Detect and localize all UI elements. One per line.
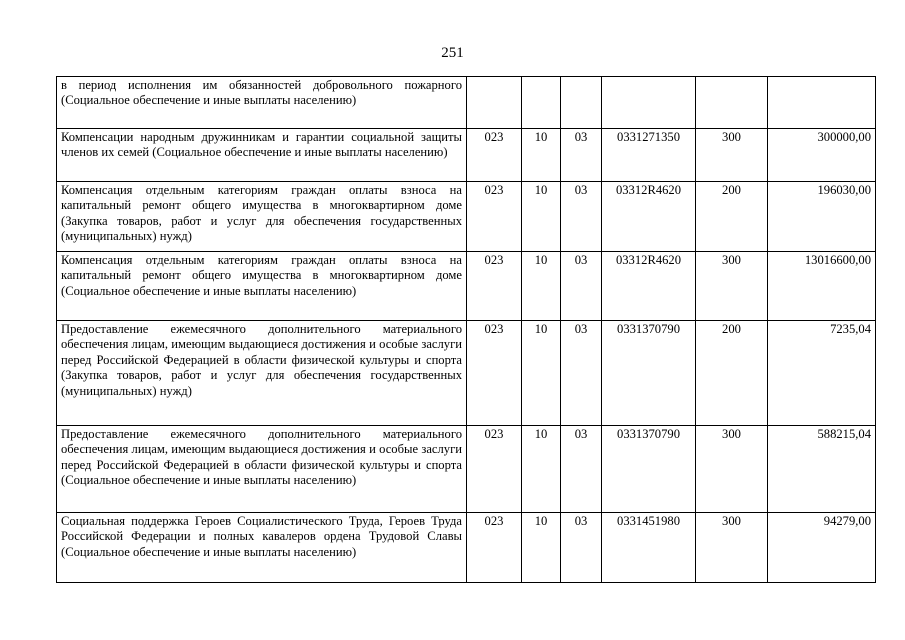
target-article-code-cell: 0331370790 (602, 426, 696, 513)
department-code-cell: 023 (467, 513, 522, 583)
target-article-code-cell (602, 77, 696, 129)
expense-type-code-cell: 200 (696, 321, 768, 426)
section-code-cell: 10 (522, 513, 561, 583)
subsection-code-cell: 03 (561, 426, 602, 513)
target-article-code-cell: 03312R4620 (602, 252, 696, 321)
subsection-code-cell: 03 (561, 513, 602, 583)
subsection-code-cell: 03 (561, 182, 602, 252)
expense-type-code-cell: 200 (696, 182, 768, 252)
subsection-code-cell: 03 (561, 321, 602, 426)
expense-type-code-cell: 300 (696, 513, 768, 583)
department-code-cell: 023 (467, 321, 522, 426)
target-article-code-cell: 0331451980 (602, 513, 696, 583)
page-number: 251 (441, 45, 464, 61)
item-name-cell: Компенсация отдельным категориям граждан оплаты взноса на капитальный ремонт общего имущества в многоквартирном доме (Закупка товаров, работ и услуг для обеспечения государственных (муниципальных) нужд) (57, 182, 467, 252)
item-name-cell: Социальная поддержка Героев Социалистического Труда, Героев Труда Российской Федерации и полных кавалеров ордена Трудовой Славы (Социальное обеспечение и иные выплаты населению) (57, 513, 467, 583)
section-code-cell: 10 (522, 129, 561, 182)
table-row (57, 513, 876, 583)
item-name-cell: Предоставление ежемесячного дополнительного материального обеспечения лицам, имеющим выдающиеся достижения и особые заслуги перед Российской Федерацией в области физической культуры и спорта (Социальное обеспечение и иные выплаты населению) (57, 426, 467, 513)
budget-table (56, 76, 876, 583)
item-name-cell: в период исполнения им обязанностей добровольного пожарного (Социальное обеспечение и иные выплаты населению) (57, 77, 467, 129)
amount-cell: 196030,00 (768, 182, 876, 252)
amount-cell: 300000,00 (768, 129, 876, 182)
section-code-cell: 10 (522, 426, 561, 513)
section-code-cell (522, 77, 561, 129)
table-row (57, 426, 876, 513)
expense-type-code-cell: 300 (696, 129, 768, 182)
department-code-cell: 023 (467, 182, 522, 252)
department-code-cell: 023 (467, 129, 522, 182)
target-article-code-cell: 0331271350 (602, 129, 696, 182)
amount-cell (768, 77, 876, 129)
table-row (57, 129, 876, 182)
expense-type-code-cell (696, 77, 768, 129)
table-row (57, 321, 876, 426)
item-name-cell: Компенсации народным дружинникам и гарантии социальной защиты членов их семей (Социальное обеспечение и иные выплаты населению) (57, 129, 467, 182)
amount-cell: 13016600,00 (768, 252, 876, 321)
amount-cell: 94279,00 (768, 513, 876, 583)
department-code-cell (467, 77, 522, 129)
amount-cell: 7235,04 (768, 321, 876, 426)
item-name-cell: Компенсация отдельным категориям граждан оплаты взноса на капитальный ремонт общего имущества в многоквартирном доме (Социальное обеспечение и иные выплаты населению) (57, 252, 467, 321)
expense-type-code-cell: 300 (696, 426, 768, 513)
amount-cell: 588215,04 (768, 426, 876, 513)
section-code-cell: 10 (522, 182, 561, 252)
department-code-cell: 023 (467, 252, 522, 321)
item-name-cell: Предоставление ежемесячного дополнительного материального обеспечения лицам, имеющим выдающиеся достижения и особые заслуги перед Российской Федерацией в области физической культуры и спорта (Закупка товаров, работ и услуг для обеспечения государственных (муниципальных) нужд) (57, 321, 467, 426)
section-code-cell: 10 (522, 252, 561, 321)
section-code-cell: 10 (522, 321, 561, 426)
expense-type-code-cell: 300 (696, 252, 768, 321)
table-row (57, 77, 876, 129)
subsection-code-cell: 03 (561, 252, 602, 321)
table-row (57, 252, 876, 321)
subsection-code-cell (561, 77, 602, 129)
subsection-code-cell: 03 (561, 129, 602, 182)
department-code-cell: 023 (467, 426, 522, 513)
table-row (57, 182, 876, 252)
target-article-code-cell: 0331370790 (602, 321, 696, 426)
target-article-code-cell: 03312R4620 (602, 182, 696, 252)
